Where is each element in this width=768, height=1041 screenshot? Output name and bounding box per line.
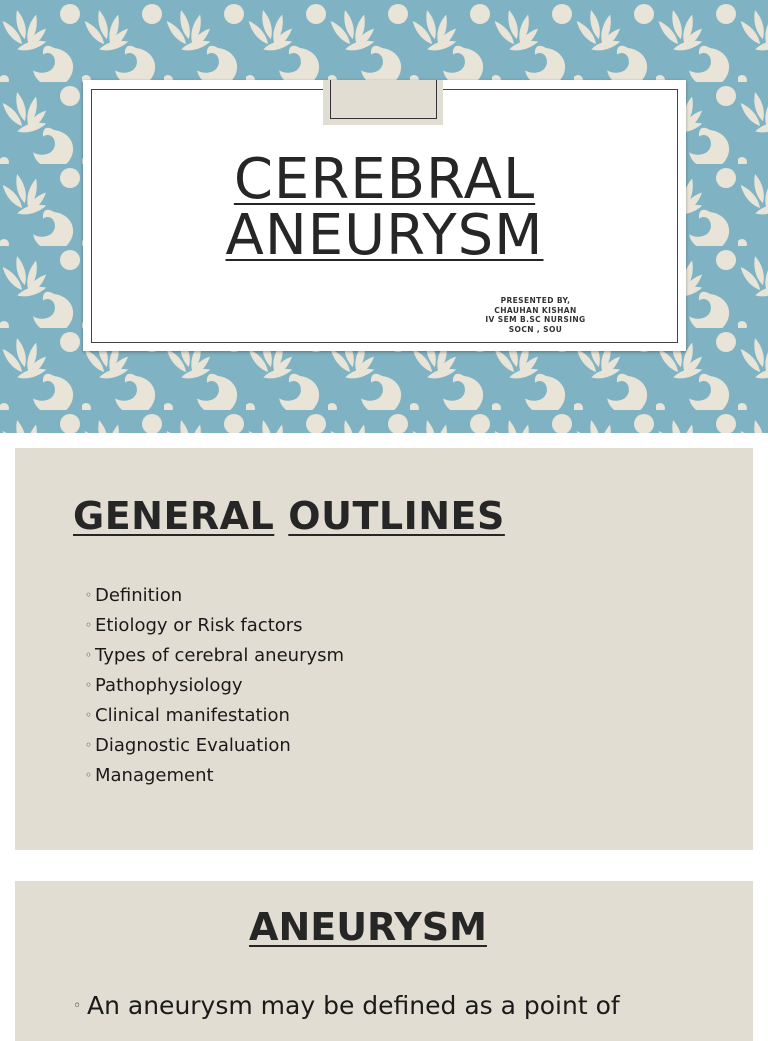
title-card <box>83 80 686 351</box>
bullet-icon: ◦ <box>85 768 93 782</box>
list-item: ◦ Pathophysiology <box>85 670 344 700</box>
presenter-course: IV SEM B.SC NURSING <box>485 315 586 324</box>
list-item: ◦ Definition <box>85 580 344 610</box>
title-slide <box>0 0 768 433</box>
aneurysm-slide <box>15 881 753 1041</box>
list-item: ◦ Management <box>85 760 344 790</box>
list-item: ◦ Clinical manifestation <box>85 700 344 730</box>
bullet-icon: ◦ <box>85 618 93 632</box>
presenter-name: CHAUHAN KISHAN <box>494 305 577 315</box>
outline-slide <box>15 448 753 850</box>
list-item: ◦ Diagnostic Evaluation <box>85 730 344 760</box>
bullet-icon: ◦ <box>85 678 93 692</box>
outline-heading: GENERAL OUTLINES <box>73 494 505 538</box>
bullet-icon: ◦ <box>85 738 93 752</box>
definition-text: ◦ An aneurysm may be defined as a point of <box>73 991 620 1020</box>
presenter-info <box>473 296 598 334</box>
list-item: ◦ Types of cerebral aneurysm <box>85 640 344 670</box>
list-item: ◦ Etiology or Risk factors <box>85 610 344 640</box>
presenter-label: PRESENTED BY, <box>500 296 571 305</box>
bullet-icon: ◦ <box>85 648 93 662</box>
presenter-institution: SOCN , SOU <box>508 324 563 334</box>
bullet-icon: ◦ <box>73 998 82 1014</box>
bullet-icon: ◦ <box>85 588 93 602</box>
card-tab-decoration <box>323 80 443 125</box>
slide-title: CEREBRAL ANEURYSM <box>225 147 544 268</box>
outline-list <box>85 580 344 790</box>
aneurysm-heading: ANEURYSM <box>249 905 487 949</box>
bullet-icon: ◦ <box>85 708 93 722</box>
